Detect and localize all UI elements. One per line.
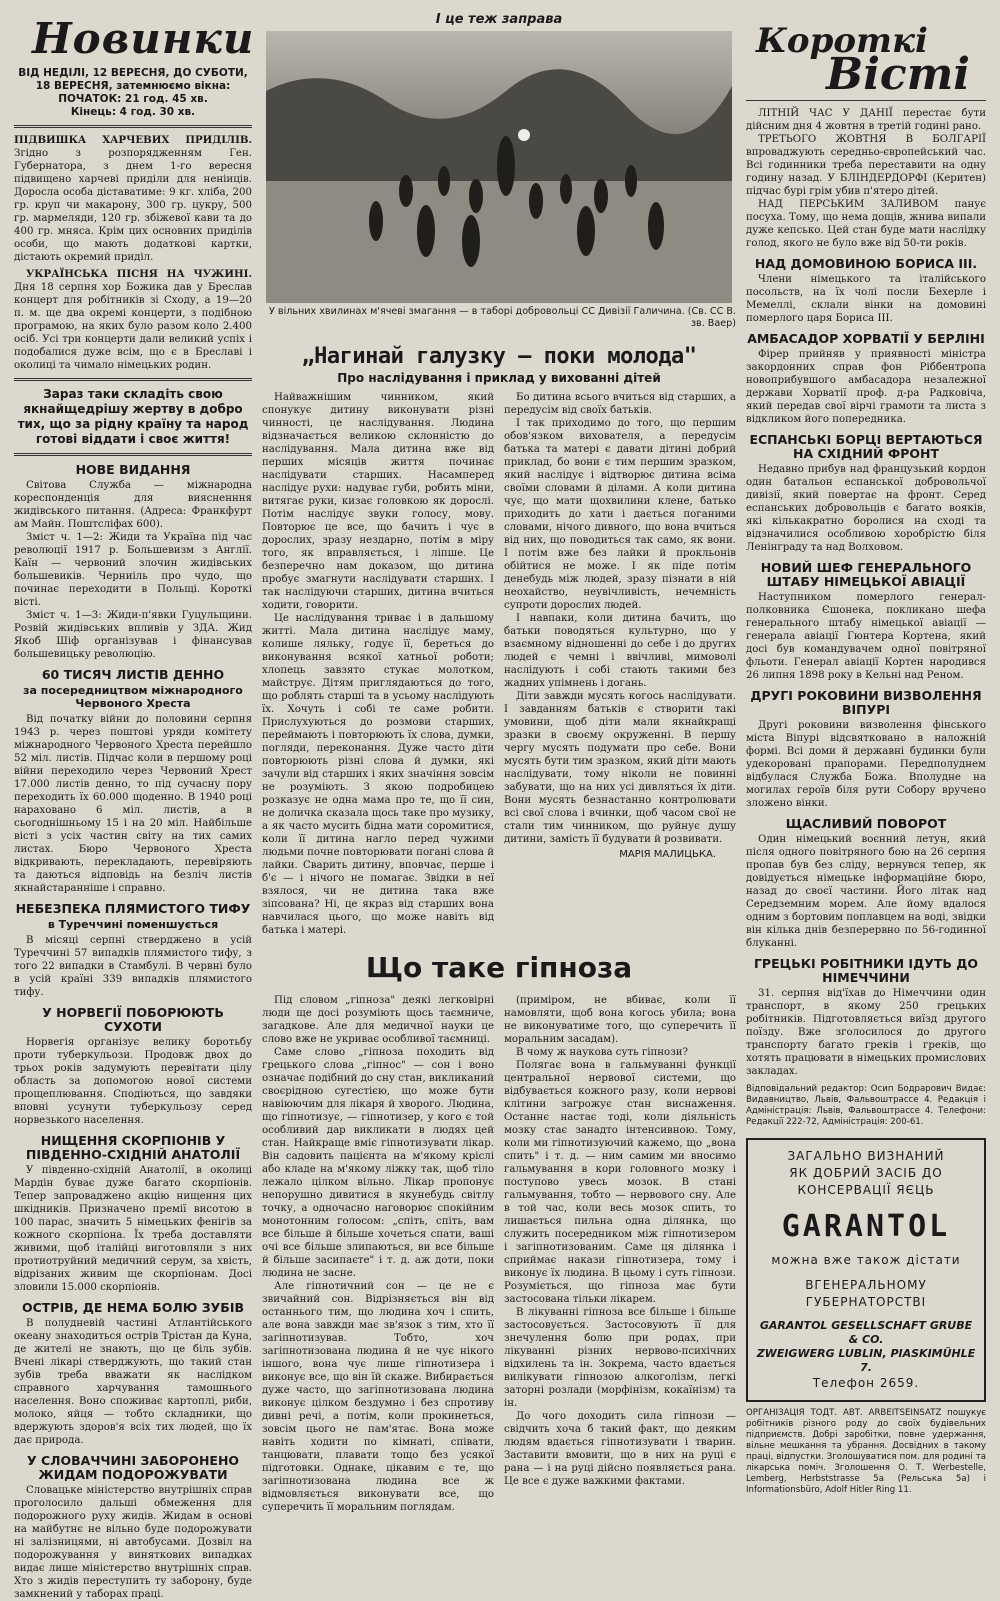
short-news-text: ТРЕТЬОГО ЖОВТНЯ В БОЛГАРІЇ впроваджують середньо-європейський час. Всі годинники треба переставити на одну годину назад. У БЛІНДЕРДОРФІ (Керитен) підчас бурі грім убив п'ятеро дітей. bbox=[746, 134, 986, 197]
section-text: Світова Служба — міжнародна кореспонденція для виясненння жидівського питання. (Адреса: Франкфурт ам Майн. Поштсліфах 600). bbox=[14, 480, 252, 530]
article-body bbox=[262, 391, 736, 937]
section-scorpions bbox=[14, 1134, 252, 1294]
divider bbox=[14, 378, 252, 381]
ad-line: ЗАГАЛЬНО ВИЗНАНИЙ bbox=[787, 1149, 945, 1163]
section-title: НОВЕ ВИДАННЯ bbox=[75, 462, 191, 477]
short-news-text: Другі роковини визволення фінського міста Віпурі відсвятковано в наложній формі. Всі доми й державні будинки були удекоровані прапорами. Передполуднем відбулася Служба Божа. Вполудне на могилах героїв біля рути Собору вручено зложено вінки. bbox=[746, 720, 986, 809]
article-text: Це наслідування триває і в дальшому житті. Мала дитина наслідує маму, колише ляльку, годує її, береться до виконування всякої хатньої роботи; хлопець завзято стукає молотком, майструє. Дітям приглядаються до того, що роблять старші та в усьому наслідують їх. Хочуть і собі те саме робити. Прислухуються до розмови старших, переймають і повторюють їх слова, думки, погляди, переконання. Дуже часто діти повторюють різні слова й думки, які зачули від старших і яких значіння зовсім не розуміють. З якою подробицею розказує не одна мама про те, що її син, не доличка сказала щось таке про музику, а як часто мусить бідна мати соромитися, коли її дитина нагло перед чужими людьми почне повторювати погані слова й лайки. Сварить дитину, вповчає, перше і б'є — і нічого не помагає. Звідки в неї взялося, чи не дитина така вже зіпсована? Ні, це якраз від старших вона навчилася цього, що може навіть від батька і матері. bbox=[262, 613, 494, 936]
article-text: Бо дитина всього вчиться від старших, а передусім від своїх батьків. bbox=[504, 392, 736, 416]
section-island bbox=[14, 1301, 252, 1447]
article-text: (приміром, не вбиває, коли її намовляти, щоб вона когось убила; вона не виконуватиме того, що суперечить її моральним засадам). bbox=[504, 995, 736, 1045]
garantol-ad bbox=[746, 1138, 986, 1402]
section-title: ОСТРІВ, ДЕ НЕМА БОЛЮ ЗУБІВ bbox=[21, 1300, 245, 1315]
short-news-title: АМБАСАДОР ХОРВАТІЇ У БЕРЛІНІ bbox=[747, 331, 985, 346]
left-column bbox=[14, 10, 255, 1600]
short-news-text: ЛІТНІЙ ЧАС У ДАНІЇ перестає бути дійсним дня 4 жовтня в третій годині рано. bbox=[746, 108, 986, 132]
ad-line: можна вже також дістати bbox=[771, 1253, 961, 1267]
schedule-line: 18 ВЕРЕСНЯ, затемнюємо вікна: bbox=[35, 80, 231, 92]
article-text: Найважнішим чинником, який спонукує дитину виконувати різні чинності, це наслідування. Людина відзначається великою склонністю до наслідування. Мала дитина вже від перших місяців життя починає наслідувати старших. Насамперед наслідує рухи: надуває губи, робить міни, витягає руки, кизає головкою як дорослі. Потім наслідує звуки голосу, мову. Повторює це все, що бачить і чує в дорослих, зразу нездарно, потім в міру того, як вправляється, і ліпше. Це безперечно нам доказом, що дитина пробує змагнути наслідувати старших. І так наслідуючи старших, дитина вчиться ходити, говорити. bbox=[262, 392, 494, 611]
article-col bbox=[262, 994, 494, 1514]
article-text: Полягає вона в гальмуванні функції центральної нервової системи, що відбувається кожного разу, коли нервові клітини загрожує стан виснаження. Останнє настає тоді, коли діяльність мозку стає занадто інтенсивною. Тому, коли ми гіпнотизуючий кажемо, що „вона спить" і т. д. — ним самим ми вносимо гальмування в кори головного мозку і поступово увесь мозок. В стані гальмування, тобто — нервового сну. Але в той час, коли весь мозок спить, то лишається пильна одна ділянка, що служить посередником між гіпнотизером і загіпнотизованим. Саме ця ділянка і сприймає накази гіпнотизера, тому і виконує їх людина. В цьому і суть гіпнози. Розуміється, що гіпноза має бути застосована тільки лікарем. bbox=[504, 1060, 736, 1305]
article-text: І так приходимо до того, що першим обов'язком вихователя, а передусім батька та матері є давати дітині добрий приклад, бо вони є тим першим зразком, який наслідує і відтворює дитина всіма своїми словами й ділами. А коли дитина чує, що мати щохвилини клене, батько приходить до хати і дається поганими словами, нічого дивного, що вона вчиться від них, що поводиться так само, як вони. І потім вже без лайки й прокльонів обійтися не може. І як піде потім денебудь між людей, зразу пізнати в ній неохайство, неувічливість, нечемність супроти дорослих людей. bbox=[504, 418, 736, 611]
article-title: „Нагинай галузку — поки молода" bbox=[301, 344, 697, 369]
section-new-edition bbox=[14, 463, 252, 661]
ad-brand: GARANTOL bbox=[781, 1209, 951, 1244]
section-letters bbox=[14, 668, 252, 895]
short-news-text: Члени німецького та італійського посольств, на їх чолі посли Бехерле і Мемеллі, склали вінки на домовині померлого царя Бориса III. bbox=[746, 274, 986, 324]
section-title: 60 ТИСЯЧ ЛИСТІВ ДЕННО bbox=[41, 667, 225, 682]
author-signature: МАРІЯ МАЛИЦЬКА. bbox=[619, 849, 716, 860]
divider bbox=[746, 100, 986, 101]
short-news-title: НАД ДОМОВИНОЮ БОРИСА III. bbox=[754, 256, 978, 271]
football-photo bbox=[266, 31, 732, 303]
masthead-line: Вісті bbox=[826, 49, 970, 100]
photo-caption: У вільних хвилинах м'ячеві змагання — в таборі добровольці СС Дивізії Галичина. (Св. СС В. зв. Ваер) bbox=[269, 306, 736, 329]
blackout-schedule bbox=[14, 67, 252, 119]
middle-column bbox=[262, 10, 736, 1513]
short-news-title: ЩАСЛИВИЙ ПОВОРОТ bbox=[785, 816, 947, 831]
ad-phone: Телефон 2659. bbox=[812, 1376, 920, 1390]
photo-illustration bbox=[266, 31, 732, 303]
section-norway bbox=[14, 1006, 252, 1127]
section-slovakia bbox=[14, 1454, 252, 1601]
ad-company: GARANTOL GESELLSCHAFT GRUBE & CO. bbox=[759, 1319, 973, 1346]
news-item-text: Дня 18 серпня хор Божика дав у Бреслав концерт для робітників зі Сходу, а 19—20 п. м. ще два окремі концерти, з подібною програмою, на яких було разом коло 2.400 осіб. Усі три концерти дали великий успіх і подобалися дуже всім, що є в Бреславі і околиці та чимало німецьких родин. bbox=[14, 282, 252, 371]
article-text: До чого доходить сила гіпнози — свідчить хоча б такий факт, що деяким людям вдається гіпнотизувати і тварин. Заставити вмовити, що в них на руці є рана — і на руці дійсно появляється рана. Це все є дуже важкими фактами. bbox=[504, 1411, 736, 1487]
short-news-text: 31. серпня від'їхав до Німеччини один транспорт, в якому 250 грецьких робітників. Підготовляється виїзд другого поїзду. Вже зголосилося до другого транспорту багато греків і греків, що хотять працювати в німецьких промислових закладах. bbox=[746, 988, 986, 1077]
section-title: НЕБЕЗПЕКА ПЛЯМИСТОГО ТИФУ bbox=[15, 901, 251, 916]
section-text: Зміст ч. 1—2: Жиди та Україна під час революції 1917 р. Большевизм з Англії. Каїн — червоний злочин жидівських большевиків. Черниіль про чудо, що починає переходити в Польщі. Короткі вісті. bbox=[14, 532, 252, 608]
short-news-title: ДРУГІ РОКОВИНИ ВИЗВОЛЕННЯ ВІПУРІ bbox=[750, 688, 982, 717]
short-news-text: НАД ПЕРСЬКИМ ЗАЛИВОМ панує посуха. Тому, що нема дощів, жнива випали дуже кепсько. Цей стан буде мати наслідку голод, якого не було вже від 50-ти років. bbox=[746, 199, 986, 249]
section-text: Від початку війни до половини серпня 1943 р. через поштові уряди комітету міжнародного Червоного Хреста перейшло 52 міл. листів. Підчас коли в першому році війни переходило через Червоний Хрест 17.000 листів денно, то під сучасну пору переходить їх 60.000 щоденно. В 1940 році нараховано 6 міл. листів, а в сьогоднішньому 15 і на 20 міл. Найбільше вісті з усіх частин світу на тих самих листах. Бюро Червоного Хреста відкривають, перекладають, перевіряють та даються відповідь на безліч листів якнайстаранніше і справно. bbox=[14, 714, 252, 894]
section-title: НИЩЕННЯ СКОРПІОНІВ У ПІВДЕННО-СХІДНІЙ АНАТОЛІЇ bbox=[25, 1133, 241, 1162]
article-col bbox=[504, 391, 736, 937]
article-col bbox=[262, 391, 494, 937]
section-text: Норвегія організує велику боротьбу проти туберкульози. Продовж двох до трьох років задумують перевітати цілу область за допомогою нової системи прощеплювання. Сподіються, що завдяки вповні усунути туберкульозу серед норвезького населення. bbox=[14, 1037, 252, 1126]
section-text: У південно-східній Анатолії, в околиці Мардін буває дуже багато скорпіонів. Тепер запроваджено акцію нищення цих шкідників. Призначено премії висотою в 100 парас, значить 5 німецьких фенігів за кожного скорпіона. Їх треба доставляти живими, щоб італійці виготовляли з них протиотруйний медичний серум, за хвість, відрізаних живим ще скорпіонам. Досі зловили 15.000 скорпіонів. bbox=[14, 1165, 252, 1293]
editorial-imprint: Відповідальний редактор: Осип Бодрарович Видає: Видавництво, Львів, Фальвоштрассе 4. Редакція і Адміністрація: Львів, Фальвоштрассе 4. Телефони: Редакції 222-72, Адміністрація: 200-61. bbox=[746, 1084, 986, 1127]
section-subtitle: в Туреччині поменшується bbox=[47, 918, 219, 931]
ad-line: ЯК ДОБРИЙ ЗАСІБ ДО bbox=[789, 1166, 943, 1180]
section-text: Зміст ч. 1—3: Жиди-п'явки Гуцульщини. Розвій жидівських впливів у ЗДА. Жид Якоб Шіф організував і фінансував большевицьку революцію. bbox=[14, 610, 252, 660]
article-text: В лікуванні гіпноза все більше і більше застосовується. Застосовують її для знечулення болю при родах, при лікуванні різних нервово-психічних відхилень та ін. Зокрема, часто вдається вилікувати гіпнозою алкоголізм, легкі заторні розлади (морфінізм, кокаїнізм) та ін. bbox=[504, 1307, 736, 1409]
schedule-line: ВІД НЕДІЛІ, 12 ВЕРЕСНЯ, ДО СУБОТИ, bbox=[18, 67, 248, 79]
section-text: В місяці серпні стверджено в усій Туреччині 57 випадків плямистого тифу, з того 22 випадки в Стамбулі. В червні було в усій країні 339 випадків плямистого тифу. bbox=[14, 935, 252, 998]
short-news-masthead bbox=[746, 21, 986, 100]
photo-title: І це теж заправа bbox=[435, 12, 563, 27]
todt-notice: ОРГАНІЗАЦІЯ ТОДТ. АВТ. ARBEITSEINSATZ пошукує робітників різного роду до своїх будівельних підприємств. Добрі заробітки, повне удержання, вільне мешкання та убрання. Досвідних в такому праці, відпустки. Зголошуватися пом. для родині та лікарська поміч. Зголошення О. Т. Werbestelle, Lemberg, Herbststrasse 5a (Рельська 5a) і Informationsbüro, Adolf Hitler Ring 11. bbox=[746, 1408, 986, 1495]
donation-callout: Зараз таки складіть свою якнайщедрішу жертву в добро тих, що за рідну країну та народ готові віддати і своє життя! bbox=[17, 387, 249, 446]
section-subtitle: за посередництвом міжнародного Червоного Хреста bbox=[23, 684, 243, 710]
article-text: В чому ж наукова суть гіпнози? bbox=[516, 1047, 689, 1058]
article-text: Під словом „гіпноза" деякі легковірні люди ще досі розуміють щось таємниче, загадкове. Але для медичної науки це слово вже не укриває особливої таємниці. bbox=[262, 995, 494, 1045]
section-text: В полудневій частині Атлантійського океану знаходиться острів Трістан да Куна, де жителі не знають, що це біль зубів. Вчені лікарі стверджують, що такий стан зубів треба вважати як наслідком справного харчування тамошнього населення. Воно споживає картоплі, риби, молоко, яйця — тобто складники, що вдержують здоров'я всіх тих людей, що їх дає природа. bbox=[14, 1318, 252, 1446]
hypnosis-title: Що таке гіпноза bbox=[365, 951, 633, 984]
article-text: Діти завжди мусять когось наслідувати. І завданням батьків є створити такі умовини, щоб діти мали якнайкращі зразки в своєму окруженні. В першу чергу мусять подумати про себе. Вони мусять бути тим зразком, який діти мають наслідувати, тому ніколи не повинні забувати, що на них усі дивляться їх діти. Вони мусять безнастанно контролювати всі свої слова і вчинки, щоб часом свої не стали тим чинником, що руйнує душу дитини, замість її будувати й розвивати. bbox=[504, 691, 736, 845]
news-item-title: ПІДВИШКА ХАРЧЕВИХ ПРИДІЛІВ. bbox=[14, 134, 252, 146]
short-news-text: Один німецький воєнний летун, який після одного повітряного бою на 26 серпня пропав був без сліду, вернувся тепер, як довідується німецьке інформаційне бюро, назад до своєї частини. Його літак над Середземним морем. Але йому вдалося одним з бортовим поплавцем на воді, звідки він кілька днів безперервно по 56-годинної блуканні. bbox=[746, 834, 986, 949]
article-subtitle: Про наслідування і приклад у вихованні дітей bbox=[337, 371, 661, 385]
article-text: І навпаки, коли дитина бачить, що батьки поводяться культурно, що у взаємному відношенні до себе і до других людей є чемні і ввічливі, мимоволі наслідують і собі стають такими без жадних упімнень і догань. bbox=[504, 613, 736, 689]
masthead-line: Короткі bbox=[756, 21, 928, 61]
schedule-line: ПОЧАТОК: 21 год. 45 хв. bbox=[58, 93, 208, 105]
section-text: Словацьке міністерство внутрішніх справ проголосило дальші обмеження для подорожного руху жидів. Жидам в основі на майбутнє не вільно буде подорожувати ні залізницями, ні автобусами. Дозвіл на подорожування у виняткових випадках видає лише міністерство внутрішніх справ. Хто з жидів переступить ту заборону, буде замкнений у таборах праці. bbox=[14, 1485, 252, 1600]
short-news-title: НОВИЙ ШЕФ ГЕНЕРАЛЬНОГО ШТАБУ НІМЕЦЬКОЇ АВІАЦІЇ bbox=[760, 560, 972, 589]
short-news-text: Недавно прибув над французький кордон один батальон еспанської добровольчої дивізії, який повертає на фронт. Серед еспанських добровольців є багато вояків, які кількакратно боролися на сході та відзначилися особливою хоробрістю біля Ленінграду та над Волховом. bbox=[746, 464, 986, 553]
section-title: У СЛОВАЧЧИНІ ЗАБОРОНЕНО ЖИДАМ ПОДОРОЖУВАТИ bbox=[26, 1453, 240, 1482]
section-title: У НОРВЕГІЇ ПОБОРЮЮТЬ СУХОТИ bbox=[42, 1005, 224, 1034]
article-text: Але гіпнотичний сон — це не є звичайний сон. Відрізняється він від останнього тим, що людина хоч і спить, але вона завжди має зв'язок з тим, хто її загіпнотизував. Тобто, хоч загіпнотизована людина й не чує нікого іншого, вона чує лише гіпнотизера і виконує все, що він їй скаже. Вибирається дуже часто, що загіпнотизована людина виконує цілком бездумно і без спротиву дивні речі, а потім, коли прокинеться, зовсім цього не пам'ятає. Вона може навіть ходити по кімнаті, співати, танцювати, плавати тощо без усякої підготовки. Однаке, цікавим є те, що загіпнотизована людина все ж відмовляється виконувати все, що суперечить її моральним поглядам. bbox=[262, 1281, 494, 1513]
short-news-text: Наступником померлого генерал-полковника Єшонека, покликано шефа генерального штабу німецької авіації — генерала авіації Гюнтера Кортена, який досі був командувачем одної повітряної фльоти. Генерал авіації Кортен народився 26 липня 1898 року в Кельні над Реном. bbox=[746, 592, 986, 681]
news-item bbox=[14, 134, 252, 264]
news-item-text: Згідно з розпорядженням Ген. Губернатора, з днем 1-го вересня підвищено харчеві приділи для неніиців. Дорослa особа діставатиме: 9 кг. хліба, 200 гр. круп чи макарону, 300 гр. цукру, 500 гр. мармеляди, 120 гр. збіжевої кави та до 400 гр. мняса. Крім цих основних приділів особи, що мають додаткові картки, дістають окремий приділ. bbox=[14, 148, 252, 263]
hypnosis-body bbox=[262, 994, 736, 1514]
divider bbox=[14, 125, 252, 128]
ad-line: ВГЕНЕРАЛЬНОМУ bbox=[805, 1278, 927, 1292]
ad-line: ГУБЕРНАТОРСТВІ bbox=[805, 1295, 927, 1309]
ad-line: КОНСЕРВАЦІЇ ЯЄЦЬ bbox=[797, 1183, 935, 1197]
article-col bbox=[504, 994, 736, 1514]
news-item bbox=[14, 268, 252, 372]
article-text: Саме слово „гіпноза походить від грецького слова „гіпнос" — сон і воно означає подібний до сну стан, викликаний своєрідною сугестією, що може бути навіюючим для лікаря й хворого. Людина, що гіпнотизує, — гіпнотизер, у кого є той особливий дар викликати в людях цей стан. Найкраще вміє гіпнотизувати лікар. Він садовить пацієнта на м'якому кріслі або кладе на м'якому ліжку так, щоб тіло лежало цілком вільно. Лікар пропонує непорушно дивитися в якунебудь світлу точку, а одночасно наговорює спокійним монотонним голосом: „спіть, спіть, вам все більше й більше хочеться спати, ваші очі все більше злипаються, ви все більше й більше засипаєте" і т. д. аж доти, поки людина не засне. bbox=[262, 1047, 494, 1279]
short-news-title: ГРЕЦЬКІ РОБІТНИКИ ІДУТЬ ДО НІМЕЧЧИНИ bbox=[753, 956, 979, 985]
section-typhus bbox=[14, 902, 252, 999]
novynky-masthead: Новинки bbox=[32, 14, 255, 63]
news-item-title: УКРАЇНСЬКА ПІСНЯ НА ЧУЖИНІ. bbox=[26, 268, 252, 280]
schedule-line: Кінець: 4 год. 30 хв. bbox=[70, 106, 196, 118]
ad-company: ZWEIGWERG LUBLIN, PIASKIMÜHLE 7. bbox=[756, 1347, 976, 1374]
short-news-title: ЕСПАНСЬКІ БОРЦІ ВЕРТАЮТЬСЯ НА СХІДНИЙ ФРОНТ bbox=[749, 432, 983, 461]
divider bbox=[14, 453, 252, 456]
short-news-text: Фірер прийняв у приявності міністра закордонних справ фон Ріббентропа новоприбувшого амбасадора незалежної держави Хорватії проф. д-ра Радковіча, який передав свої вірчі грамоти та листа з відкликом його попередника. bbox=[746, 349, 986, 425]
right-column bbox=[746, 10, 986, 1495]
